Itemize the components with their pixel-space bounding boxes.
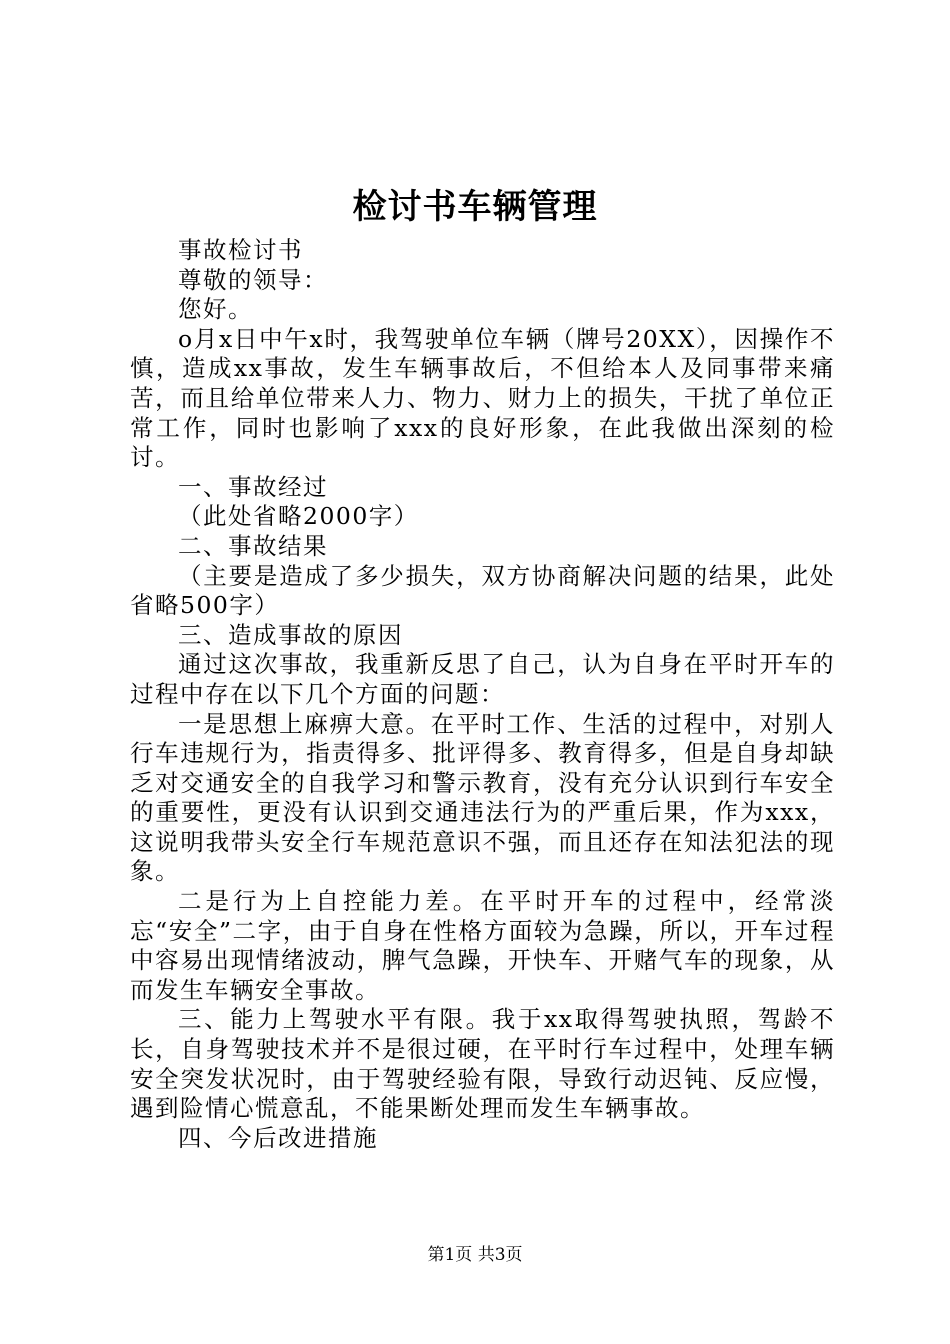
document-title: 检讨书车辆管理 bbox=[352, 187, 598, 227]
paragraph: 一是思想上麻痹大意。在平时工作、生活的过程中，对别人行车违规行为，指责得多、批评得多、教育得多，但是自身却缺乏对交通安全的自我学习和警示教育，没有充分认识到行车安全的重要性，更没有认识到交通违法行为的严重后果，作为xxx，这说明我带头安全行车规范意识不强，而且还存在知法犯法的现象。 bbox=[130, 709, 835, 886]
paragraph: 事故检讨书 bbox=[178, 236, 303, 264]
paragraph: （主要是造成了多少损失，双方协商解决问题的结果，此处省略500字） bbox=[130, 561, 835, 620]
section-heading: 四、今后改进措施 bbox=[178, 1123, 378, 1152]
paragraph: o月x日中午x时，我驾驶单位车辆（牌号20XX），因操作不慎，造成xx事故，发生车辆事故后，不但给本人及同事带来痛苦，而且给单位带来人力、物力、财力上的损失，干扰了单位正常工作，同时也影响了xxx的良好形象，在此我做出深刻的检讨。 bbox=[130, 324, 835, 472]
paragraph: （此处省略2000字） bbox=[178, 502, 419, 531]
paragraph: 二是行为上自控能力差。在平时开车的过程中，经常淡忘“安全”二字，由于自身在性格方面较为急躁，所以，开车过程中容易出现情绪波动，脾气急躁，开快车、开赌气车的现象，从而发生车辆安全事故。 bbox=[130, 887, 835, 1004]
paragraph: 尊敬的领导： bbox=[178, 265, 328, 294]
document-body bbox=[130, 236, 835, 1153]
paragraph: 通过这次事故，我重新反思了自己，认为自身在平时开车的过程中存在以下几个方面的问题： bbox=[130, 650, 835, 708]
page-footer: 第1页 共3页 bbox=[427, 1245, 523, 1265]
section-heading: 二、事故结果 bbox=[178, 531, 328, 560]
section-heading: 一、事故经过 bbox=[178, 472, 328, 501]
section-heading: 三、造成事故的原因 bbox=[178, 620, 403, 649]
paragraph: 您好。 bbox=[178, 295, 253, 324]
paragraph: 三、能力上驾驶水平有限。我于xx取得驾驶执照，驾龄不长，自身驾驶技术并不是很过硬，在平时行车过程中，处理车辆安全突发状况时，由于驾驶经验有限，导致行动迟钝、反应慢，遇到险情心慌意乱，不能果断处理而发生车辆事故。 bbox=[130, 1005, 835, 1123]
